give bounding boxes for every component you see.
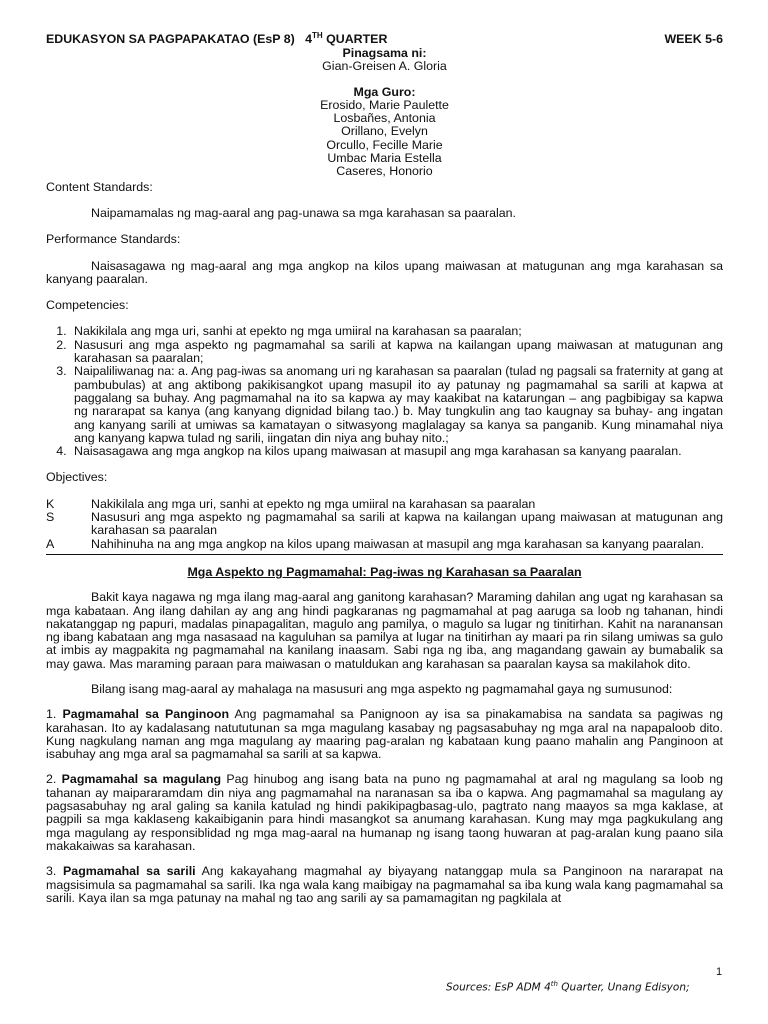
teacher-name: Orcullo, Fecille Marie	[326, 137, 443, 152]
sources-text-suffix: Quarter, Unang Edisyon;	[557, 981, 690, 994]
section-title: Mga Aspekto ng Pagmamahal: Pag-iwas ng Karahasan sa Paaralan	[187, 564, 582, 579]
competencies-list	[46, 325, 723, 458]
competencies-label: Competencies:	[46, 298, 129, 313]
aspect-paragraph	[46, 708, 723, 761]
teacher-name: Erosido, Marie Paulette	[320, 97, 449, 112]
document-header	[46, 30, 723, 47]
aspect-text: Pag hinubog ang isang bata na puno ng pagmamahal at aral ng magulang sa loob ng tahanan ay maipararamdam din niya ang pagmamahal na naranasan sa iba o kapwa. Ang pagmamahal sa magulang ay pagsasabuhay ng aral galing sa kanila katulad ng hindi pakikipagbasag-ulo, pagtrato nang maayos sa mga kaklase, at pagpili sa mga kaklaseng kakaibiganin para hindi masangkot sa anumang karahasan. Kung may mga pagkukulang ang mga magulang ay responsiblidad ng mga mag-aaral na humanap ng isang taong huwaran at pag-aralan kung paano sila makakaiwas sa karahasan.	[46, 772, 723, 853]
week-label: WEEK 5-6	[664, 32, 723, 46]
objective-row	[46, 498, 723, 511]
aspect-title: Pagmamahal sa Panginoon	[62, 707, 230, 722]
page-number: 1	[716, 966, 723, 978]
aspect-number: 2.	[46, 772, 57, 787]
objective-row	[46, 511, 723, 538]
content-standards-text: Naipamamalas ng mag-aaral ang pag-unawa sa mga karahasan sa paaralan.	[91, 205, 516, 220]
section-divider	[46, 554, 723, 555]
aspect-title: Pagmamahal sa magulang	[61, 772, 222, 787]
content-standards-label: Content Standards:	[46, 179, 153, 194]
intro-paragraph: Bakit kaya nagawa ng mga ilang mag-aaral ang ganitong karahasan? Maraming dahilan ang ugat ng karahasan sa mga kabataan. Ang ilang dahilan ay ang ang hindi pagkaranas ng pagmamahal at pag aaruga sa loob ng tahanan, hindi nakatanggap ng papuri, madalas pinapagalitan, magulo ang pamilya, o magulo sa lugar ng tinitirhan. Kahit na naranansan ng ibang kabataan ang mga nasasaad na kaguluhan sa pamilya at lugar na tinitirhan ay maari pa rin silang umiwas sa gulo at imbis ay magpakita ng pagmamahal na kanilang inaasam. Sabi nga ng iba, ang magandang gawain ay bumabalik sa may gawa. Mas maraming paraan para maiwasan o matuldukan ang karahasan sa paaralan kaysa sa makilahok dito.	[46, 590, 723, 671]
objectives-label: Objectives:	[46, 470, 108, 485]
prepared-by-name: Gian-Greisen A. Gloria	[322, 59, 447, 74]
objective-letter: S	[46, 510, 55, 525]
header-title	[46, 30, 388, 47]
document-page	[46, 30, 723, 905]
aspect-number: 1.	[46, 707, 57, 722]
competency-item: 1. Nakikilala ang mga uri, sanhi at epekto ng mga umiiral na karahasan sa paaralan;	[70, 325, 723, 338]
competency-item: 2. Nasusuri ang mga aspekto ng pagmamahal sa sarili at kapwa na kailangan upang maiwasan at matugunan ang karahasan sa paaralan;	[70, 339, 723, 366]
teacher-name: Umbac Maria Estella	[327, 151, 442, 166]
aspect-title: Pagmamahal sa sarili	[63, 864, 196, 879]
competency-item: 4. Naisasagawa ang mga angkop na kilos upang maiwasan at masupil ang mga karahasan sa kanyang paaralan.	[70, 445, 723, 458]
quarter-number: 4	[305, 32, 312, 46]
aspects-intro-paragraph: Bilang isang mag-aaral ay mahalaga na masusuri ang mga aspekto ng pagmamahal gaya ng sumusunod:	[91, 681, 673, 696]
objective-text: Nasusuri ang mga aspekto ng pagmamahal sa sarili at kapwa na kailangan upang maiwasan at matugunan ang karahasan sa paaralan	[91, 510, 723, 538]
performance-standards-text: Naisasagawa ng mag-aaral ang mga angkop na kilos upang maiwasan at matugunan ang mga karahasan sa kanyang paaralan.	[46, 258, 723, 286]
objective-row	[46, 538, 723, 551]
subject-title: EDUKASYON SA PAGPAPAKATAO (EsP 8)	[46, 32, 295, 46]
sources-superscript: th	[550, 980, 558, 988]
sources-footer	[446, 978, 726, 995]
aspect-paragraph	[46, 865, 723, 905]
aspect-text: Ang pagmamahal sa Panignoon ay isa sa pinakamabisa na sandata sa pagiwas ng karahasan. Ito ay kadalasang natututunan sa mga magulang kasabay ng pagsasabuhay ng mga aral na napapaloob dito. Kung nagkulang naman ang mga magulang ay maaring pag-aralan ng kabataan kung paano mahalin ang Panginoon at isabuhay ang mga aral sa pagmamahal sa sarili at sa kapwa.	[46, 707, 723, 762]
teacher-name: Caseres, Honorio	[336, 164, 433, 179]
teachers-label: Mga Guro:	[353, 84, 416, 99]
performance-standards-label: Performance Standards:	[46, 232, 181, 247]
competency-item: 3. Naipaliliwanag na: a. Ang pag-iwas sa anomang uri ng karahasan sa paaralan (tulad ng pagsali sa fraternity at gang at pambubulas) at ang aktibong pakikisangkot upang masupil ito ay patunay ng pagmamahal sa sarili at kapwa at paggalang sa buhay. Ang pagmamahal na ito sa kapwa ay may kaakibat na katarungan – ang pagbibigay sa kapwa ng nararapat sa kanya (ang kanyang dignidad bilang tao.) b. May tungkulin ang tao kaugnay sa buhay- ang ingatan ang kanyang sarili at umiwas sa kamatayan o sitwasyong maglalagay sa kanya sa panganib. Kung minamahal niya ang kanyang kapwa tulad ng sarili, iingatan din niya ang buhay nito.;	[70, 365, 723, 445]
objective-letter: K	[46, 496, 55, 511]
aspect-paragraph	[46, 773, 723, 853]
teacher-name: Losbañes, Antonia	[333, 111, 436, 126]
objective-letter: A	[46, 536, 55, 551]
aspect-text: Ang kakayahang magmahal ay biyayang natanggap mula sa Panginoon na nararapat na magsisimula sa pagmamahal sa sarili. Ika nga wala kang maibigay na pagmamahal sa iba kung wala kang pagmamahal sa sarili. Kaya ilan sa mga patunay na mahal ng tao ang sarili ay sa pamamagitan ng pagkilala at	[46, 864, 723, 905]
sources-text: Sources: EsP ADM 4	[446, 981, 551, 994]
objective-text: Nakikilala ang mga uri, sanhi at epekto ng mga umiiral na karahasan sa paaralan	[91, 496, 536, 511]
quarter-label: QUARTER	[326, 32, 388, 46]
teacher-name: Orillano, Evelyn	[341, 124, 428, 139]
quarter-superscript: TH	[312, 30, 323, 40]
prepared-by-label: Pinagsama ni:	[342, 46, 427, 60]
aspect-number: 3.	[46, 864, 57, 879]
objective-text: Nahihinuha na ang mga angkop na kilos upang maiwasan at masupil ang mga karahasan sa kanyang paaralan.	[91, 536, 705, 551]
